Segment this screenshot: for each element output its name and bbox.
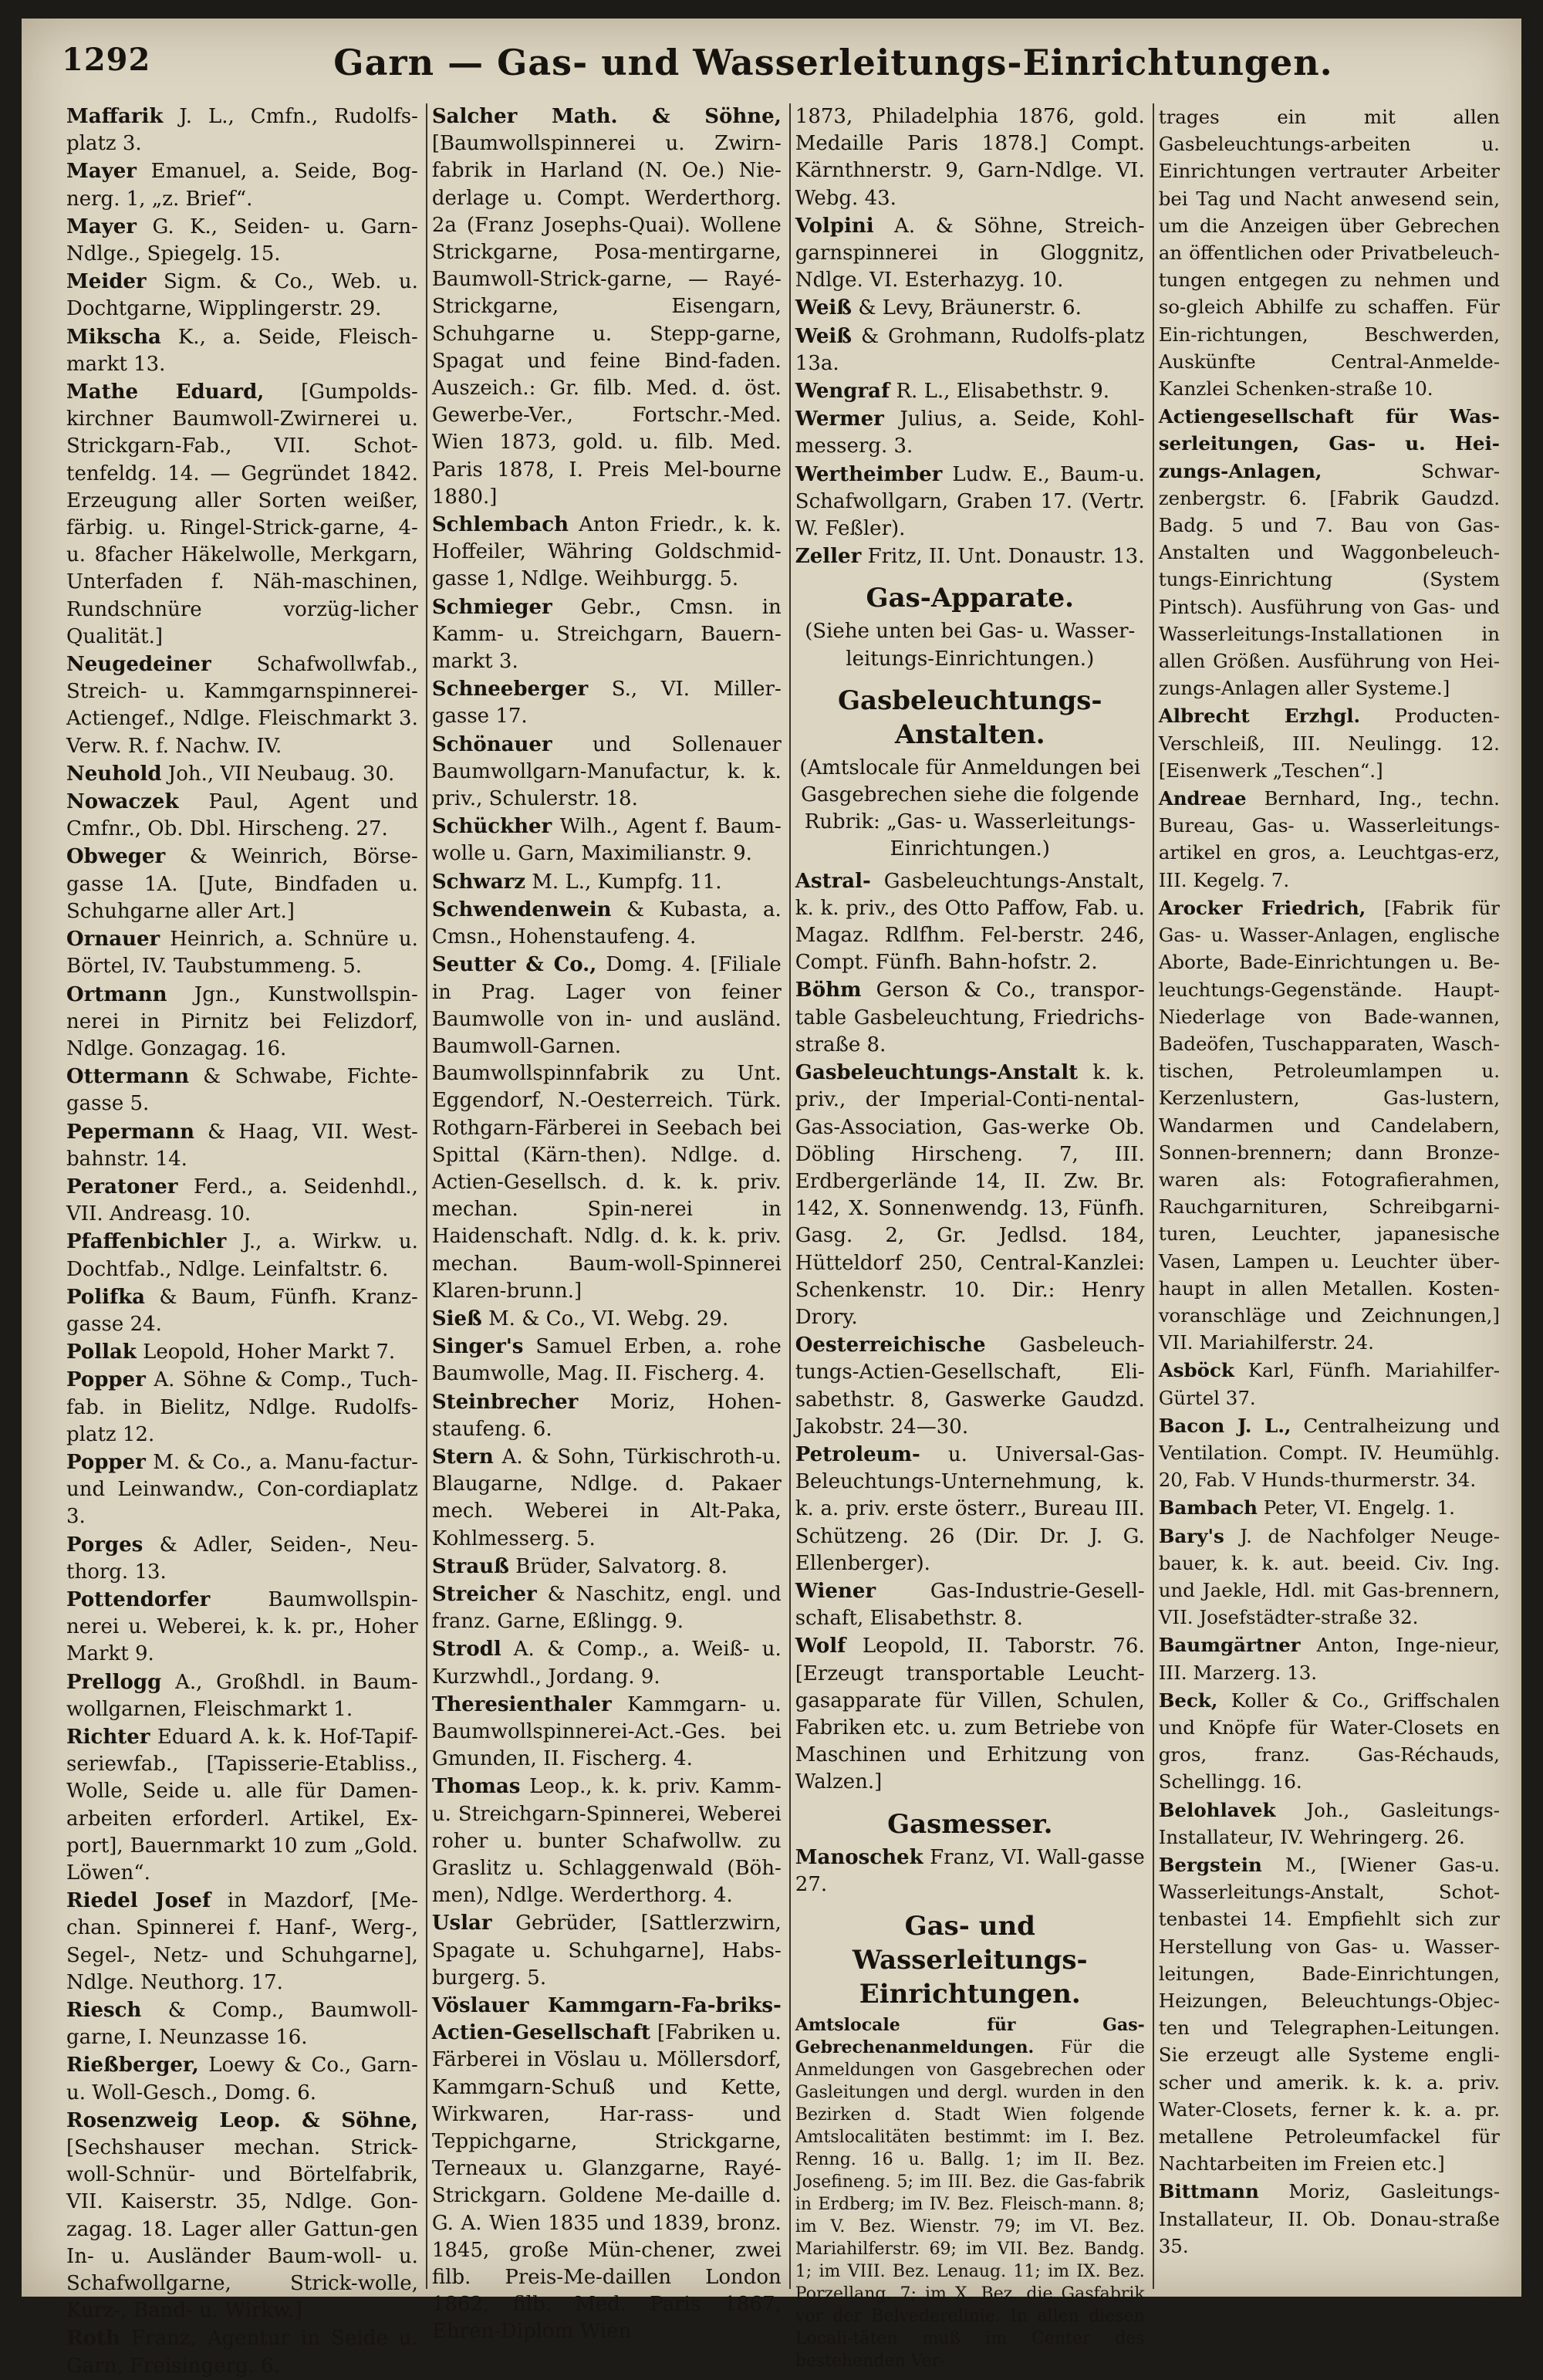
column-3 bbox=[789, 103, 1153, 2371]
directory-entry bbox=[66, 1063, 418, 1117]
entry-name: Sieß bbox=[431, 1307, 482, 1330]
entry-name: Manoschek bbox=[795, 1845, 923, 1869]
directory-entry bbox=[1159, 1687, 1500, 1796]
directory-entry bbox=[795, 461, 1145, 543]
entry-name: Wiener bbox=[795, 1579, 876, 1603]
directory-entry bbox=[1159, 1851, 1500, 2177]
entry-text: Ludw. E., Baum-u. Schafwollgarn, Graben 17. (Vertr. W. Feßler). bbox=[795, 462, 1145, 541]
directory-entry bbox=[795, 543, 1145, 570]
entry-name: Wengraf bbox=[795, 380, 890, 404]
entry-name: Popper bbox=[66, 1368, 146, 1392]
entry-text: Schwar-zenbergstr. 6. [Fabrik Gaudzd. Badg. 5 und 7. Bau von Gas-Anstalten und Waggonbeleuch-tungs-Einrichtung (System Pintsch). Ausführung von Gas- und Wasserleitungs-Installationen in allen Größen. Ausführung von Hei-zungs-Anlagen aller Systeme.] bbox=[1158, 459, 1500, 700]
directory-entry bbox=[1159, 785, 1500, 894]
entry-text: Heinrich, a. Schnüre u. Börtel, IV. Taubstummeng. 5. bbox=[66, 928, 418, 979]
directory-entry bbox=[1159, 894, 1500, 1356]
directory-entry bbox=[432, 1334, 782, 1388]
entry-text: Anton Friedr., k. k. Hoffeiler, Währing Goldschmid-gasse 1, Ndlge. Weihburgg. 5. bbox=[431, 513, 782, 591]
entry-text: & Weinrich, Börse-gasse 1A. [Jute, Bindfaden u. Schuhgarne aller Art.] bbox=[66, 845, 418, 923]
page-title: Garn — Gas- und Wasserleitungs-Einrichtungen. bbox=[333, 42, 1333, 83]
directory-entry bbox=[432, 1773, 782, 1909]
directory-entry bbox=[432, 1910, 782, 1992]
entry-text: Baumwollspin-nerei u. Weberei, k. k. pr., Hoher Markt 9. bbox=[66, 1587, 418, 1666]
entry-name: Belohlavek bbox=[1158, 1798, 1276, 1821]
entry-text: Julius, a. Seide, Kohl-messerg. 3. bbox=[795, 407, 1145, 458]
directory-entry bbox=[795, 378, 1145, 405]
entry-text: Loewy & Co., Garn- u. Woll-Gesch., Domg. 6. bbox=[66, 2054, 418, 2104]
entry-text: M., [Wiener Gas-u. Wasserleitungs-Anstalt, Schot-tenbastei 14. Empfiehlt sich zur Herstellung von Gas- u. Wasser-leitungen, Bade-Einrichtungen, Heizungen, Beleuchtungs-Objec-ten und Telegraphen-Leitungen. Sie erzeugt alle Systeme engli-scher und amerik. k. k. a. priv. Water-Closets, ferner k. k. a. pr. metallene Petroleumfackel für Nachtarbeiten im Freien etc.] bbox=[1158, 1854, 1500, 2175]
entry-name: Arocker Friedrich, bbox=[1158, 896, 1366, 919]
directory-entry bbox=[795, 1578, 1145, 1632]
directory-entry bbox=[66, 1669, 418, 1723]
directory-entry bbox=[795, 103, 1145, 212]
entry-name: Nowaczek bbox=[66, 790, 179, 814]
entry-name: Schwarz bbox=[431, 870, 526, 894]
directory-entry bbox=[1159, 1797, 1500, 1851]
column-1 bbox=[62, 103, 426, 2378]
entry-name: Mayer bbox=[66, 160, 137, 184]
entry-name: Albrecht Erzhgl. bbox=[1158, 705, 1361, 728]
entry-text: Franz, VI. Wall-gasse 27. bbox=[795, 1845, 1145, 1896]
directory-entry bbox=[66, 982, 418, 1063]
entry-text: & Adler, Seiden-, Neu-thorg. 13. bbox=[66, 1533, 418, 1584]
directory-entry bbox=[432, 1581, 782, 1635]
entry-name: Pottendorfer bbox=[66, 1587, 211, 1611]
entry-name: Pepermann bbox=[66, 1120, 194, 1144]
entry-name: Beck, bbox=[1158, 1689, 1218, 1712]
entry-text: & Haag, VII. West-bahnstr. 14. bbox=[66, 1120, 418, 1171]
directory-entry bbox=[795, 868, 1145, 977]
directory-entry bbox=[66, 1587, 418, 1668]
directory-entry bbox=[66, 761, 418, 788]
entry-text: Franz, Agentur in Seide u. Garn, Freisingerg. 6. bbox=[66, 2327, 418, 2378]
entry-text: k. k. priv., der Imperial-Conti-nental-Gas-Association, Gas-werke Ob. Döbling Hirscheng. 7, III. Erdbergerlände 14, II. Zw. Br. 142, X. Sonnenwendg. 13, Fünfh. Gasg. 2, Gr. Jedlsd. 184, Hütteldorf 250, Central-Kanzlei: Schenkenstr. 10. Dir.: Henry Drory. bbox=[795, 1061, 1145, 1329]
entry-text: und Sollenauer Baumwollgarn-Manufactur, k. k. priv., Schulerstr. 18. bbox=[431, 732, 782, 811]
entry-text: Domg. 4. [Filiale in Prag. Lager von feiner Baumwolle von in- und ausländ. Baumwoll-Garnen. Baumwollspinnfabrik zu Unt. Eggendorf, N.-Oesterreich. Türk. Rothgarn-Färberei in Seebach bei Spittal (Kärn-then). Ndlge. d. Actien-Gesellsch. d. k. k. priv. mechan. Spin-nerei in Haidenschaft. Ndlg. d. k. k. priv. mechan. Baum-woll-Spinnerei Klaren-brunn.] bbox=[431, 953, 782, 1303]
entry-text: Producten-Verschleiß, III. Neulingg. 12. [Eisenwerk „Teschen“.] bbox=[1158, 705, 1500, 782]
entry-text: Leop., k. k. priv. Kamm- u. Streichgarn-Spinnerei, Weberei roher u. bunter Schafwollw. zu Graslitz u. Schlaggenwald (Böh-men), Ndlge. Werderthorg. 4. bbox=[431, 1775, 782, 1908]
entry-text: Centralheizung und Ventilation. Compt. IV. Heumühlg. 20, Fab. V Hunds-thurmerstr. 34. bbox=[1158, 1414, 1500, 1492]
directory-entry bbox=[432, 1444, 782, 1553]
directory-entry bbox=[432, 1553, 782, 1580]
entry-name: Schückher bbox=[431, 815, 552, 839]
entry-name: Polifka bbox=[66, 1285, 145, 1309]
entry-name: Andreae bbox=[1158, 787, 1247, 810]
entry-name: Actiengesellschaft für Was-serleitungen, Gas- u. Hei-zungs-Anlagen, bbox=[1158, 405, 1500, 482]
entry-name: Wermer bbox=[795, 407, 884, 431]
entry-name: Roth bbox=[66, 2327, 120, 2351]
directory-entry bbox=[795, 1633, 1145, 1796]
entry-name: Schönauer bbox=[431, 732, 552, 756]
entry-name: Riesch bbox=[66, 1999, 142, 2023]
directory-entry bbox=[66, 1284, 418, 1338]
entry-text: & Levy, Bräunerstr. 6. bbox=[858, 296, 1082, 320]
entry-name: Wolf bbox=[795, 1635, 846, 1658]
entry-name: Pfaffenbichler bbox=[66, 1230, 227, 1254]
entry-text: & Grohmann, Rudolfs-platz 13a. bbox=[795, 324, 1145, 375]
entry-name: Gasbeleuchtungs-Anstalt bbox=[795, 1061, 1079, 1085]
entry-name: Peratoner bbox=[66, 1175, 178, 1198]
entry-text: u. Universal-Gas-Beleuchtungs-Unternehmung, k. k. a. priv. erste österr., Bureau III. Schützeng. 26 (Dir. Dr. J. G. Ellenberger). bbox=[795, 1442, 1145, 1575]
entry-text: J. de Nachfolger Neuge-bauer, k. k. aut. beeid. Civ. Ing. und Jaekle, Hdl. mit Gas-brennern, VII. Josefstädter-straße 32. bbox=[1158, 1524, 1500, 1629]
entry-name: Bambach bbox=[1158, 1496, 1258, 1520]
directory-page bbox=[22, 19, 1521, 2378]
entry-name: Meider bbox=[66, 270, 147, 294]
entry-name: Salcher Math. & Söhne, bbox=[431, 105, 782, 128]
entry-name: Schwendenwein bbox=[431, 898, 612, 921]
directory-entry bbox=[66, 843, 418, 925]
directory-entry bbox=[1159, 702, 1500, 784]
page-header bbox=[22, 19, 1521, 96]
entry-text: Wilh., Agent f. Baum-wolle u. Garn, Maximilianstr. 9. bbox=[431, 815, 782, 866]
entry-text: Brüder, Salvatorg. 8. bbox=[515, 1554, 728, 1578]
entry-text: Gebrüder, [Sattlerzwirn, Spagate u. Schuhgarne], Habs-burgerg. 5. bbox=[431, 1912, 782, 1990]
entry-text: Jgn., Kunstwollspin-nerei in Pirnitz bei Felizdorf, Ndlge. Gonzagag. 16. bbox=[66, 982, 418, 1060]
entry-name: Popper bbox=[66, 1450, 146, 1474]
entry-text: Koller & Co., Griffschalen und Knöpfe für Water-Closets en gros, franz. Gas-Réchauds, Schellingg. 16. bbox=[1158, 1689, 1500, 1793]
entry-text: J., a. Wirkw. u. Dochtfab., Ndlge. Leinfaltstr. 6. bbox=[66, 1230, 418, 1281]
entry-text: & Schwabe, Fichte-gasse 5. bbox=[66, 1065, 418, 1116]
entry-name: Porges bbox=[66, 1533, 143, 1557]
page-number: 1292 bbox=[62, 42, 151, 78]
directory-entry bbox=[66, 1367, 418, 1449]
entry-name: Weiß bbox=[795, 324, 853, 348]
directory-entry bbox=[795, 977, 1145, 1059]
entry-text: & Comp., Baumwoll-garne, I. Neunzasse 16. bbox=[66, 1999, 418, 2050]
directory-entry bbox=[1159, 1357, 1500, 1411]
entry-name: Ornauer bbox=[66, 928, 160, 952]
directory-entry bbox=[432, 676, 782, 730]
entry-name: Petroleum- bbox=[795, 1442, 920, 1466]
entry-text: Joh., VII Neubaug. 30. bbox=[167, 762, 395, 786]
directory-entry bbox=[66, 2325, 418, 2379]
entry-text: Moriz, Gasleitungs-Installateur, II. Ob. Donau-straße 35. bbox=[1158, 2180, 1500, 2257]
directory-entry bbox=[1159, 103, 1500, 402]
entry-name: Vöslauer Kammgarn-Fa-briks-Actien-Gesellschaft bbox=[431, 1994, 782, 2045]
entry-name: Volpini bbox=[795, 214, 874, 238]
entry-name: Bergstein bbox=[1158, 1854, 1262, 1876]
entry-name: Ortmann bbox=[66, 982, 167, 1006]
entry-name: Singer's bbox=[431, 1335, 524, 1359]
directory-entry bbox=[1159, 1631, 1500, 1685]
directory-entry bbox=[795, 1442, 1145, 1577]
column-2 bbox=[426, 103, 789, 2344]
directory-entry bbox=[66, 926, 418, 980]
entry-text: Fritz, II. Unt. Donaustr. 13. bbox=[867, 545, 1145, 569]
entry-name: Stern bbox=[431, 1445, 494, 1469]
directory-entry bbox=[66, 1997, 418, 2051]
entry-text: Peter, VI. Engelg. 1. bbox=[1263, 1496, 1455, 1520]
entry-name: Mayer bbox=[66, 215, 137, 238]
entry-text: & Kubasta, a. Cmsn., Hohenstaufeng. 4. bbox=[431, 898, 782, 949]
entry-name: Böhm bbox=[795, 979, 862, 1002]
entry-text: Gebr., Cmsn. in Kamm- u. Streichgarn, Bauern-markt 3. bbox=[431, 595, 782, 674]
section-note-gasbeleuchtungs-anstalten: (Amtslocale für Anmeldungen bei Gasgebrechen siehe die folgende Rubrik: „Gas- u. Wasserleitungs-Einrichtungen.) bbox=[799, 756, 1141, 861]
directory-entry bbox=[66, 651, 418, 760]
directory-entry bbox=[1159, 1523, 1500, 1631]
entry-text: Schafwollwfab., Streich- u. Kammgarnspinnerei-Actiengef., Ndlge. Fleischmarkt 3. Verw. R. f. Nachw. IV. bbox=[66, 653, 418, 758]
entry-text: Eduard A. k. k. Hof-Tapif-seriewfab., [Tapisserie-Etabliss., Wolle, Seide u. alle für Damen-arbeiten erforderl. Artikel, Ex-port], Bauernmarkt 10 zum „Gold. Löwen“. bbox=[66, 1725, 418, 1885]
directory-entry bbox=[66, 1449, 418, 1531]
directory-entry bbox=[432, 952, 782, 1305]
entry-text: Karl, Fünfh. Mariahilfer-Gürtel 37. bbox=[1158, 1359, 1500, 1409]
entry-text: M. L., Kumpfg. 11. bbox=[532, 870, 722, 894]
entry-text: G. K., Seiden- u. Garn-Ndlge., Spiegelg. 15. bbox=[66, 215, 418, 266]
entry-text: [Sechshauser mechan. Strick-woll-Schnür- und Börtelfabrik, VII. Kaiserstr. 35, Ndlge. Gon-zagag. 18. Lager aller Gattun-gen In- u. Ausländer Baum-woll- u. Schafwollgarne, Strick-wolle, Kurz-, Band- u. Wirkw.] bbox=[66, 2136, 418, 2323]
entry-text: A. & Comp., a. Weiß- u. Kurzwhdl., Jordang. 9. bbox=[431, 1638, 782, 1689]
entry-name: Strodl bbox=[431, 1638, 501, 1662]
directory-entry bbox=[66, 1724, 418, 1887]
entry-text: Kammgarn- u. Baumwollspinnerei-Act.-Ges. bei Gmunden, II. Fischerg. 4. bbox=[431, 1692, 782, 1771]
entry-name: Bacon J. L., bbox=[1158, 1414, 1291, 1437]
directory-entry bbox=[432, 103, 782, 511]
directory-entry bbox=[432, 869, 782, 896]
entries-gasbeleuchtung bbox=[795, 868, 1145, 1797]
entry-name: Mikscha bbox=[66, 325, 161, 349]
entry-name: Schlembach bbox=[431, 513, 569, 537]
entry-text: trages ein mit allen Gasbeleuchtungs-arbeiten u. Einrichtungen vertrauter Arbeiter bei Tag und Nacht anwesend sein, um die Anzeigen über Gebrechen an öffentlichen oder Privatbeleuch-tungen entgegen zu nehmen und so-gleich Abhilfe zu schaffen. Für Ein-richtungen, Beschwerden, Auskünfte Central-Anmelde-Kanzlei Schenken-straße 10. bbox=[1158, 106, 1500, 401]
entry-name: Pollak bbox=[66, 1340, 137, 1364]
directory-entry bbox=[432, 594, 782, 676]
entry-name: Riedel Josef bbox=[66, 1889, 211, 1913]
entry-text: [Baumwollspinnerei u. Zwirn-fabrik in Harland (N. Oe.) Nie-derlage u. Compt. Werderthorg. 2a (Franz Josephs-Quai). Wollene Strickgarne, Posa-mentirgarne, Baumwoll-Strick-garne, — Rayé-Strickgarne, Eisengarn, Schuhgarne u. Stepp-garne, Spagat und feine Bind-faden. Auszeich.: Gr. filb. Med. d. öst. Gewerbe-Ver., Fortschr.-Med. Wien 1873, gold. u. filb. Med. Paris 1878, I. Preis Mel-bourne 1880.] bbox=[431, 132, 782, 509]
directory-entry bbox=[66, 324, 418, 378]
entry-text: R. L., Elisabethstr. 9. bbox=[896, 380, 1110, 404]
directory-entry bbox=[66, 1532, 418, 1586]
directory-entry bbox=[795, 213, 1145, 295]
entry-name: Neugedeiner bbox=[66, 653, 211, 677]
directory-entry bbox=[66, 269, 418, 323]
entry-name: Neuhold bbox=[66, 762, 162, 786]
entry-name: Weiß bbox=[795, 296, 853, 320]
entry-text: Bernhard, Ing., techn. Bureau, Gas- u. Wasserleitungs-artikel en gros, a. Leuchtgas-erz, III. Kegelg. 7. bbox=[1158, 787, 1500, 891]
entry-name: Oesterreichische bbox=[795, 1334, 986, 1357]
directory-entry bbox=[432, 813, 782, 867]
directory-entry bbox=[432, 512, 782, 593]
entry-text: A. & Sohn, Türkischroth-u. Blaugarne, Ndlge. d. Pakaer mech. Weberei in Alt-Paka, Kohlmesserg. 5. bbox=[431, 1445, 782, 1550]
entry-name: Mathe Eduard, bbox=[66, 380, 265, 404]
section-heading-gas-apparate: Gas-Apparate. bbox=[866, 583, 1074, 614]
entry-name: Schneeberger bbox=[431, 678, 589, 701]
directory-entry bbox=[795, 295, 1145, 322]
column-4 bbox=[1153, 103, 1508, 2289]
directory-entry bbox=[66, 2052, 418, 2106]
entry-name: Richter bbox=[66, 1725, 150, 1749]
entry-name: Steinbrecher bbox=[431, 1390, 579, 1414]
section-note-gas-apparate: (Siehe unten bei Gas- u. Wasser-leitungs-Einrichtungen.) bbox=[805, 620, 1136, 671]
entry-text: [Fabrik für Gas- u. Wasser-Anlagen, englische Aborte, Bade-Einrichtungen u. Be-leuchtungs-Gegenstände. Haupt-Niederlage von Bade-wannen, Badeöfen, Tuschapparaten, Wasch-tischen, Petroleumlampen u. Kerzenlustern, Gas-lustern, Wandarmen und Candelabern, Sonnen-brennern; dann Bronze-waren als: Fotografierahmen, Rauchgarnituren, Schreibgarni-turen, Leuchter, japanesische Vasen, Lampen u. Leuchter über-haupt in allen Metallen. Kosten-voranschläge und Zeichnungen,] VII. Mariahilferstr. 24. bbox=[1158, 896, 1500, 1354]
entry-text: 1873, Philadelphia 1876, gold. Medaille Paris 1878.] Compt. Kärnthnerstr. 9, Garn-Ndlge. VI. Webg. 43. bbox=[795, 105, 1145, 210]
directory-entry bbox=[795, 406, 1145, 460]
directory-entry bbox=[66, 2108, 418, 2325]
entry-name: Seutter & Co., bbox=[431, 953, 597, 977]
entry-name: Streicher bbox=[431, 1582, 537, 1606]
directory-entry bbox=[66, 1174, 418, 1228]
directory-entry bbox=[66, 214, 418, 268]
entry-name: Astral- bbox=[795, 869, 871, 893]
directory-entry bbox=[66, 789, 418, 843]
entry-text: J. L., Cmfn., Rudolfs-platz 3. bbox=[66, 105, 418, 156]
entries-pre bbox=[795, 103, 1145, 570]
directory-entry bbox=[1159, 1494, 1500, 1521]
directory-entry bbox=[66, 379, 418, 651]
entry-text: M. & Co., a. Manu-factur- und Leinwandw., Con-cordiaplatz 3. bbox=[66, 1450, 418, 1529]
notice-title: Amtslocale für Gas-Gebrechenanmeldungen. bbox=[795, 2014, 1145, 2057]
directory-entry bbox=[432, 732, 782, 813]
entry-text: Gasbeleuch-tungs-Actien-Gesellschaft, Eli-sabethstr. 8, Gaswerke Gaudzd. Jakobstr. 24—30. bbox=[795, 1334, 1145, 1438]
entry-name: Ottermann bbox=[66, 1065, 190, 1089]
entry-text: Leopold, II. Taborstr. 76. [Erzeugt transportable Leucht-gasapparate für Villen, Schulen, Fabriken etc. u. zum Betriebe von Maschinen und Erhitzung von Walzen.] bbox=[795, 1635, 1145, 1794]
directory-entry bbox=[66, 158, 418, 212]
directory-entry bbox=[1159, 2178, 1500, 2260]
entry-text: Leopold, Hoher Markt 7. bbox=[143, 1340, 396, 1364]
notice-text: Für die Anmeldungen von Gasgebrechen oder Gasleitungen und dergl. wurden in den Bezirken d. Stadt Wien folgende Amtslocalitäten bestimmt: im I. Bez. Renng. 16 u. Ballg. 1; im II. Bez. Josefineng. 5; im III. Bez. die Gas-fabrik in Erdberg; im IV. Bez. Fleisch-mann. 8; im V. Bez. Wienstr. 79; im VI. Bez. Mariahilferstr. 69; im VII. Bez. Bandg. 1; im VIII. Bez. Lenaug. 11; im IX. Bez. Porzellang. 7; im X. Bez. die Gasfabrik vor der Belvederelinie. In allen diesen Locali-täten muß im Center des bestehenden Ver- bbox=[795, 2037, 1145, 2371]
entry-name: Prellogg bbox=[66, 1670, 162, 1694]
directory-entry bbox=[795, 323, 1145, 377]
entry-name: Wertheimber bbox=[795, 462, 943, 486]
directory-columns bbox=[62, 103, 1508, 2378]
directory-entry bbox=[66, 1119, 418, 1173]
section-heading-gasmesser: Gasmesser. bbox=[887, 1808, 1053, 1840]
directory-entry bbox=[795, 1332, 1145, 1441]
entry-text: Ferd., a. Seidenhdl., VII. Andreasg. 10. bbox=[66, 1175, 418, 1226]
entry-text: Sigm. & Co., Web. u. Dochtgarne, Wipplingerstr. 29. bbox=[66, 270, 418, 321]
entry-name: Uslar bbox=[431, 1912, 492, 1935]
directory-entry bbox=[795, 1060, 1145, 1331]
entry-text: Samuel Erben, a. rohe Baumwolle, Mag. II. Fischerg. 4. bbox=[431, 1335, 782, 1386]
section-heading-gasbeleuchtungs-anstalten: Gasbeleuchtungs-Anstalten. bbox=[838, 685, 1102, 750]
directory-entry bbox=[432, 1993, 782, 2346]
entries-gasmesser bbox=[795, 1844, 1145, 1898]
entry-name: Bittmann bbox=[1158, 2180, 1259, 2203]
directory-entry bbox=[66, 1229, 418, 1283]
entry-text: Anton, Inge-nieur, III. Marzerg. 13. bbox=[1158, 1634, 1500, 1684]
entry-text: Emanuel, a. Seide, Bog-nerg. 1, „z. Brief“. bbox=[66, 160, 418, 211]
directory-entry bbox=[432, 897, 782, 951]
entry-text: Moriz, Hohen-staufeng. 6. bbox=[431, 1390, 782, 1441]
entry-text: Gas-Industrie-Gesell-schaft, Elisabethstr. 8. bbox=[795, 1579, 1145, 1631]
entry-name: Baumgärtner bbox=[1158, 1634, 1301, 1657]
entry-name: Zeller bbox=[795, 545, 862, 569]
directory-entry bbox=[1159, 1412, 1500, 1494]
entry-text: Gerson & Co., transpor-table Gasbeleuchtung, Friedrichs-straße 8. bbox=[795, 979, 1145, 1056]
entry-text: M. & Co., VI. Webg. 29. bbox=[488, 1307, 729, 1330]
entry-text: & Baum, Fünfh. Kranz-gasse 24. bbox=[66, 1285, 418, 1336]
directory-entry bbox=[432, 1306, 782, 1333]
entry-text: A., Großhdl. in Baum-wollgarnen, Fleischmarkt 1. bbox=[66, 1670, 418, 1721]
entry-name: Obweger bbox=[66, 845, 166, 869]
directory-entry bbox=[66, 1339, 418, 1366]
directory-entry bbox=[432, 1636, 782, 1690]
directory-entry bbox=[1159, 403, 1500, 701]
section-heading-gas-und-wasserleitungs: Gas- und Wasserleitungs-Einrichtungen. bbox=[852, 1910, 1088, 2010]
entry-text: Paul, Agent und Cmfnr., Ob. Dbl. Hirscheng. 27. bbox=[66, 790, 418, 841]
entry-text: in Mazdorf, [Me-chan. Spinnerei f. Hanf-, Werg-, Segel-, Netz- und Schuhgarne], Ndlge. Neuthorg. 17. bbox=[66, 1889, 418, 1994]
entry-name: Thomas bbox=[431, 1775, 521, 1799]
entry-text: K., a. Seide, Fleisch-markt 13. bbox=[66, 325, 418, 376]
entry-text: Gasbeleuchtungs-Anstalt, k. k. priv., des Otto Paffow, Fab. u. Magaz. Rdlfhm. Fel-berstr. 246, Compt. Fünfh. Bahn-hofstr. 2. bbox=[795, 869, 1145, 975]
entry-name: Rießberger, bbox=[66, 2054, 199, 2077]
directory-entry bbox=[432, 1389, 782, 1443]
entry-name: Bary's bbox=[1158, 1524, 1224, 1547]
entry-name: Maffarik bbox=[66, 105, 164, 128]
entry-name: Asböck bbox=[1158, 1359, 1234, 1382]
entry-name: Theresienthaler bbox=[431, 1692, 612, 1716]
directory-entry bbox=[66, 1888, 418, 1996]
entry-text: [Gumpolds-kirchner Baumwoll-Zwirnerei u. Strickgarn-Fab., VII. Schot-tenfeldg. 14. — Gegründet 1842. Erzeugung aller Sorten weißer, färbig. u. Ringel-Strick-garne, 4- u. 8facher Häkelwolle, Merkgarn, Unterfaden f. Näh-maschinen, Rundschnüre vorzüg-licher Qualität.] bbox=[66, 380, 418, 648]
entry-text: S., VI. Miller-gasse 17. bbox=[431, 678, 782, 729]
entry-name: Rosenzweig Leop. & Söhne, bbox=[66, 2108, 418, 2132]
entry-name: Schmieger bbox=[431, 595, 552, 619]
entry-text: & Naschitz, engl. und franz. Garne, Eßlingg. 9. bbox=[431, 1582, 782, 1634]
entry-text: Joh., Gasleitungs-Installateur, IV. Wehringerg. 26. bbox=[1158, 1798, 1500, 1848]
entry-text: A. & Söhne, Streich-garnspinnerei in Gloggnitz, Ndlge. VI. Esterhazyg. 10. bbox=[795, 214, 1145, 292]
directory-entry bbox=[432, 1692, 782, 1773]
amtslocale-notice bbox=[795, 2014, 1145, 2372]
directory-entry bbox=[795, 1844, 1145, 1898]
entry-text: [Fabriken u. Färberei in Vöslau u. Möllersdorf, Kammgarn-Schuß und Kette, Wirkwaren, Har-rass- und Teppichgarne, Strickgarne, Terneaux u. Glanzgarne, Rayé-Strickgarn. Goldene Me-daille d. G. A. Wien 1835 und 1839, bronz. 1845, große Mün-chener, zwei filb. Preis-Me-daillen London 1862, filb. Med. Paris 1867, Ehren-Diplom Wien bbox=[431, 2021, 782, 2344]
entry-name: Strauß bbox=[431, 1554, 509, 1578]
directory-entry bbox=[66, 103, 418, 157]
entry-text: A. Söhne & Comp., Tuch-fab. in Bielitz, Ndlge. Rudolfs-platz 12. bbox=[66, 1368, 418, 1446]
